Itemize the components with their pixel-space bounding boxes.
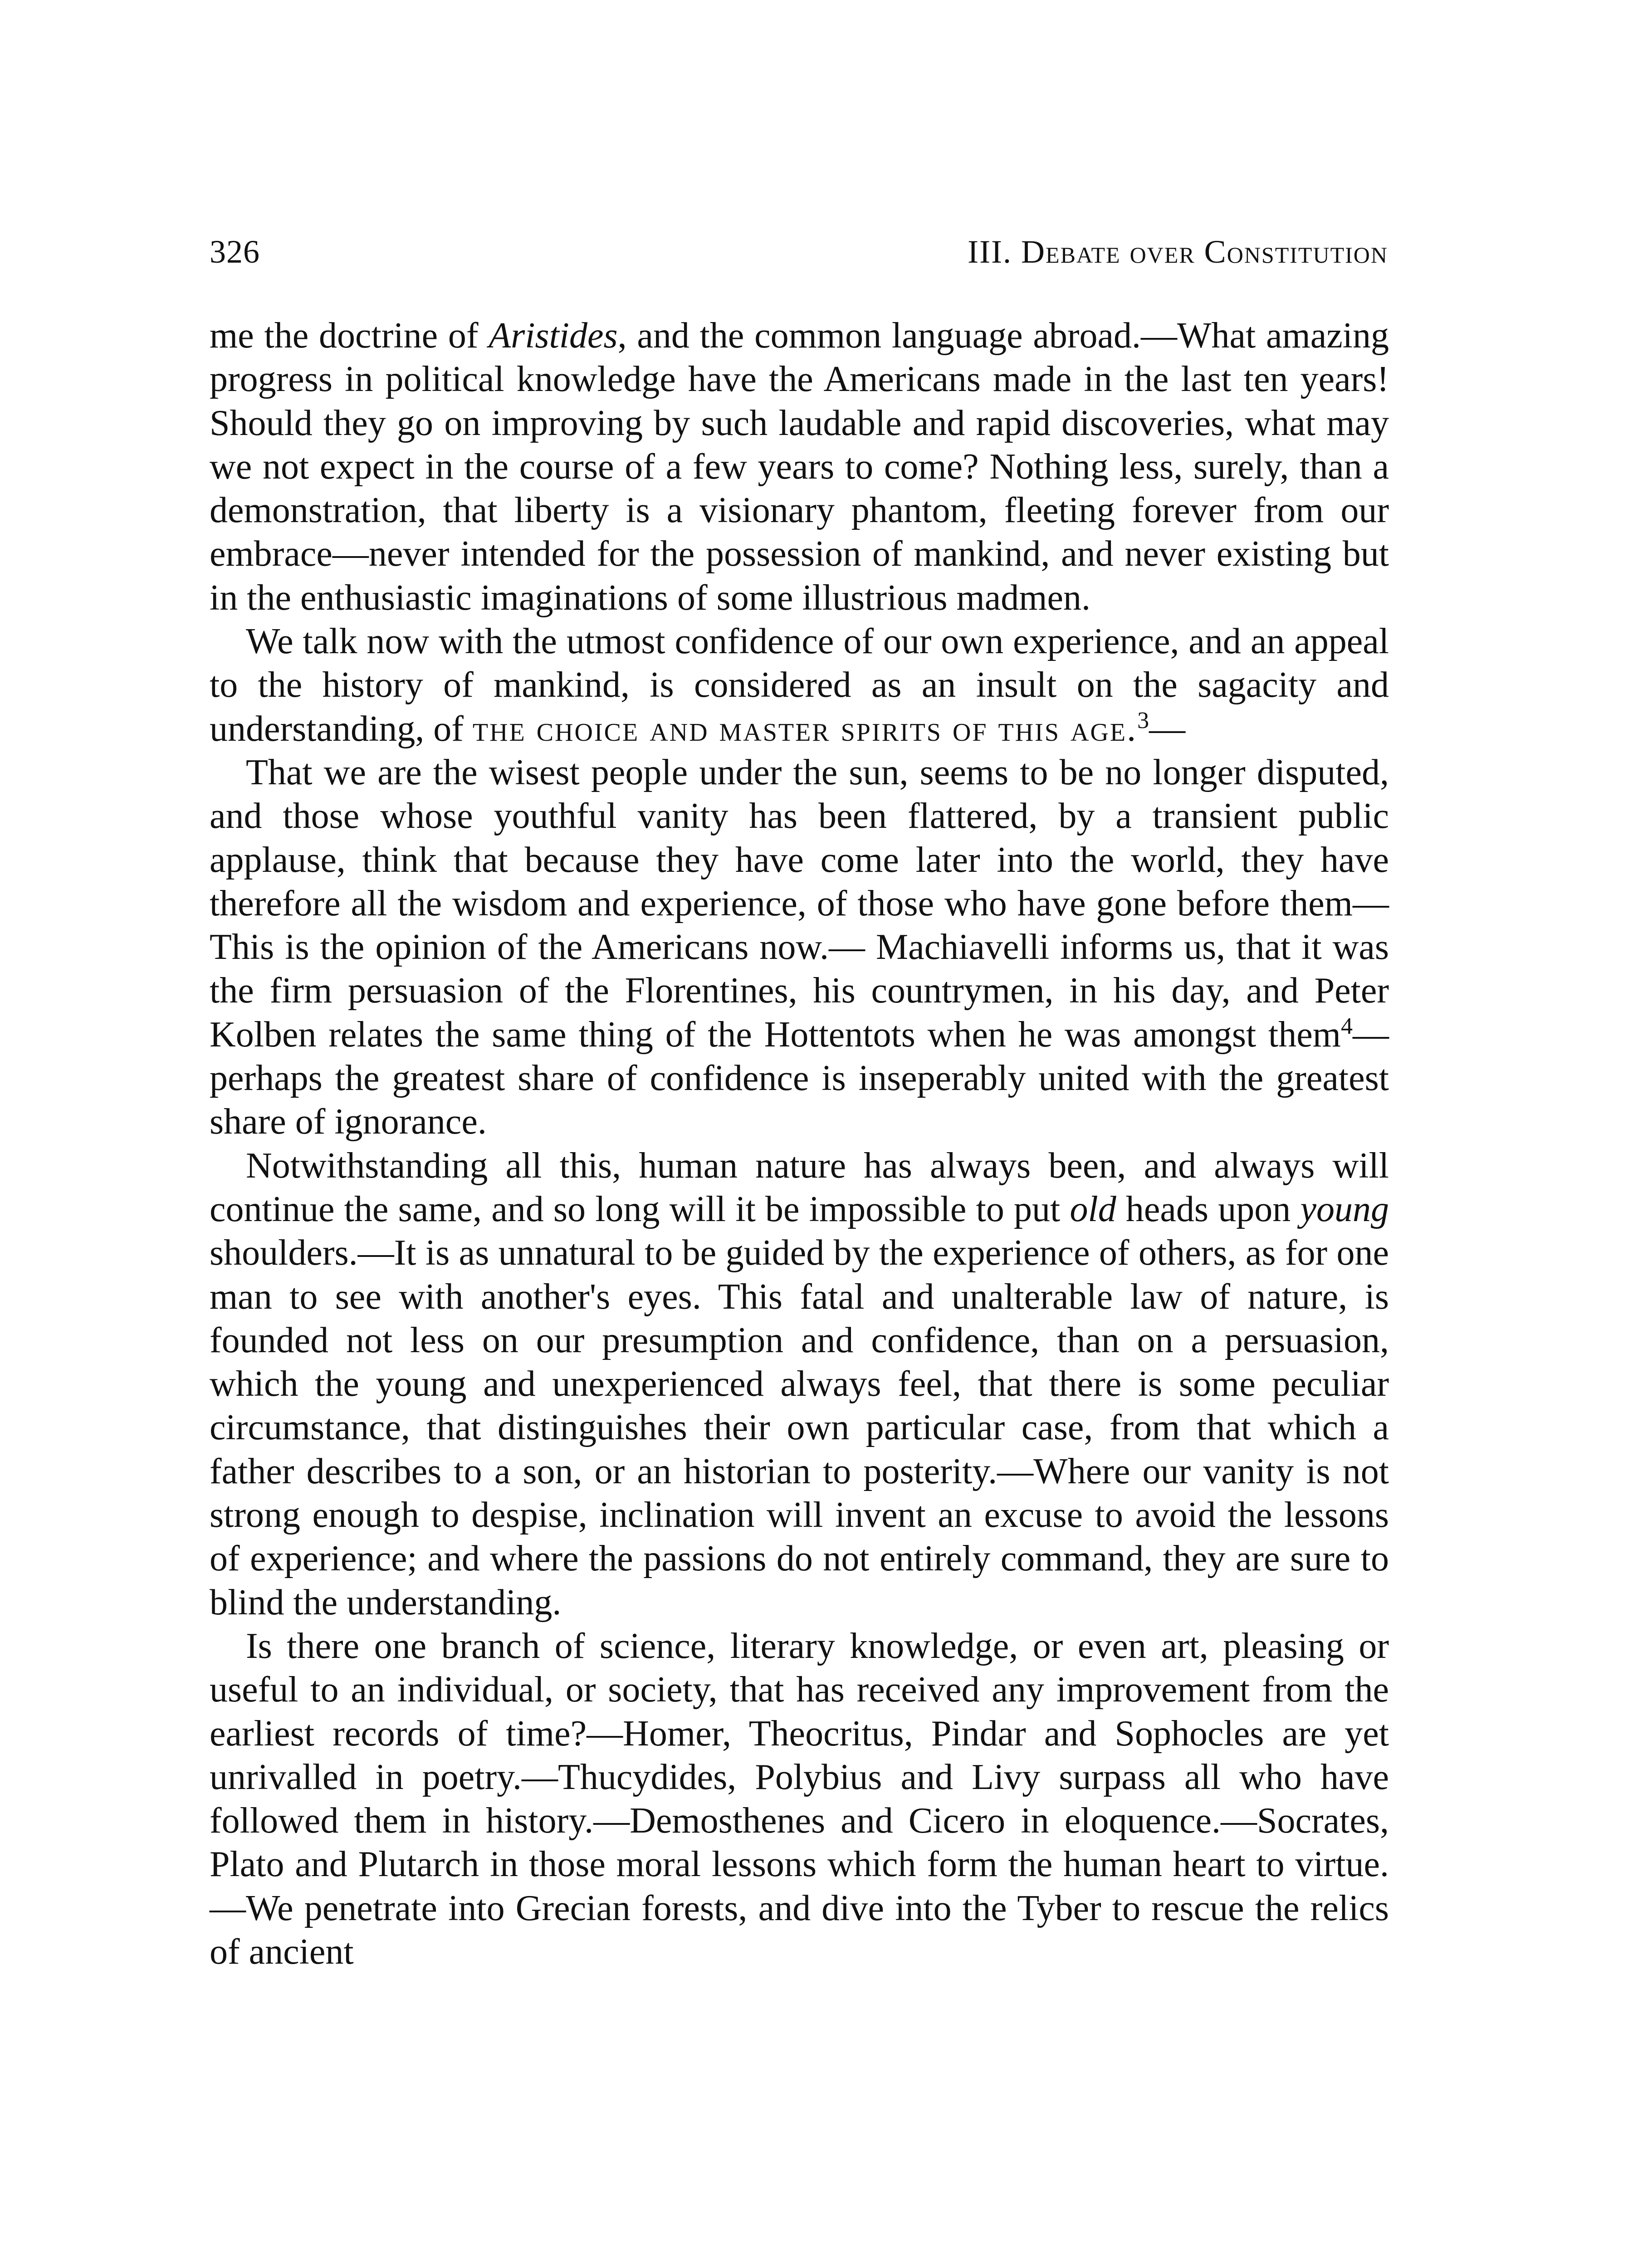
text-run: —perhaps the greatest share of confidence is inseperably united with the greatest share of ignorance.	[210, 1014, 1389, 1142]
main-text	[210, 314, 1389, 1974]
text-run: heads upon	[1116, 1189, 1301, 1229]
paragraph-4	[210, 1144, 1389, 1624]
paragraph-1	[210, 314, 1389, 620]
text-run: , and the common language abroad.—What amazing progress in political knowledge have the Americans made in the last ten years! Should they go on improving by such laudable and rapid discoveries, what may we not expect in the course of a few years to come? Nothing less, surely, than a demonstration, that liberty is a visionary phantom, fleeting forever from our embrace—never intended for the possession of mankind, and never existing but in the enthusiastic imaginations of some illustrious madmen.	[210, 316, 1389, 618]
text-run: —	[1149, 709, 1186, 749]
italic-term: young	[1300, 1189, 1389, 1229]
text-run: shoulders.—It is as unnatural to be guided by the experience of others, as for one man to see with another's eyes. This fatal and unalterable law of nature, is founded not less on our presumption and confidence, than on a persuasion, which the young and unexperienced always feel, that there is some peculiar circumstance, that distinguishes their own particular case, from that which a father describes to a son, or an historian to posterity.—Where our vanity is not strong enough to despise, inclination will invent an excuse to avoid the lessons of experience; and where the passions do not entirely command, they are sure to blind the understanding.	[210, 1233, 1389, 1623]
text-run: That we are the wisest people under the sun, seems to be no longer disputed, and those whose youthful vanity has been flattered, by a transient public applause, think that because they have come later into the world, they have therefore all the wisdom and experience, of those who have gone before them—This is the opinion of the Americans now.— Machiavelli informs us, that it was the firm persuasion of the Florentines, his countrymen, in his day, and Peter Kolben relates the same thing of the Hottentots when he was amongst them	[210, 752, 1389, 1055]
running-head	[210, 229, 1388, 274]
text-run: me the doctrine of	[210, 316, 489, 356]
text-run: Is there one branch of science, literary knowledge, or even art, pleasing or useful to an individual, or society, that has received any improvement from the earliest records of time?—Homer, Theocritus, Pindar and Sophocles are yet unrivalled in poetry.—Thucydides, Polybius and Livy surpass all who have followed them in history.—Demosthenes and Cicero in eloquence.—Socrates, Plato and Plutarch in those moral lessons which form the human heart to virtue.—We penetrate into Grecian forests, and dive into the Tyber to rescue the relics of ancient	[210, 1626, 1389, 1972]
paragraph-5	[210, 1624, 1389, 1974]
text-run: Notwithstanding all this, human nature has always been, and always will continue the same, and so long will it be impossible to put	[210, 1145, 1389, 1229]
footnote-marker: 4	[1341, 1013, 1353, 1039]
small-caps-quote: the choice and master spirits of this age.	[472, 709, 1138, 749]
text-run: We talk now with the utmost confidence of our own experience, and an appeal to the history of mankind, is considered as an insult on the sagacity and understanding, of	[210, 621, 1389, 749]
page-number: 326	[210, 234, 260, 270]
italic-term: Aristides	[489, 316, 618, 356]
footnote-marker: 3	[1137, 707, 1149, 733]
paragraph-3	[210, 751, 1389, 1144]
italic-term: old	[1070, 1189, 1116, 1229]
section-title: III. Debate over Constitution	[968, 234, 1388, 270]
paragraph-2	[210, 620, 1389, 751]
